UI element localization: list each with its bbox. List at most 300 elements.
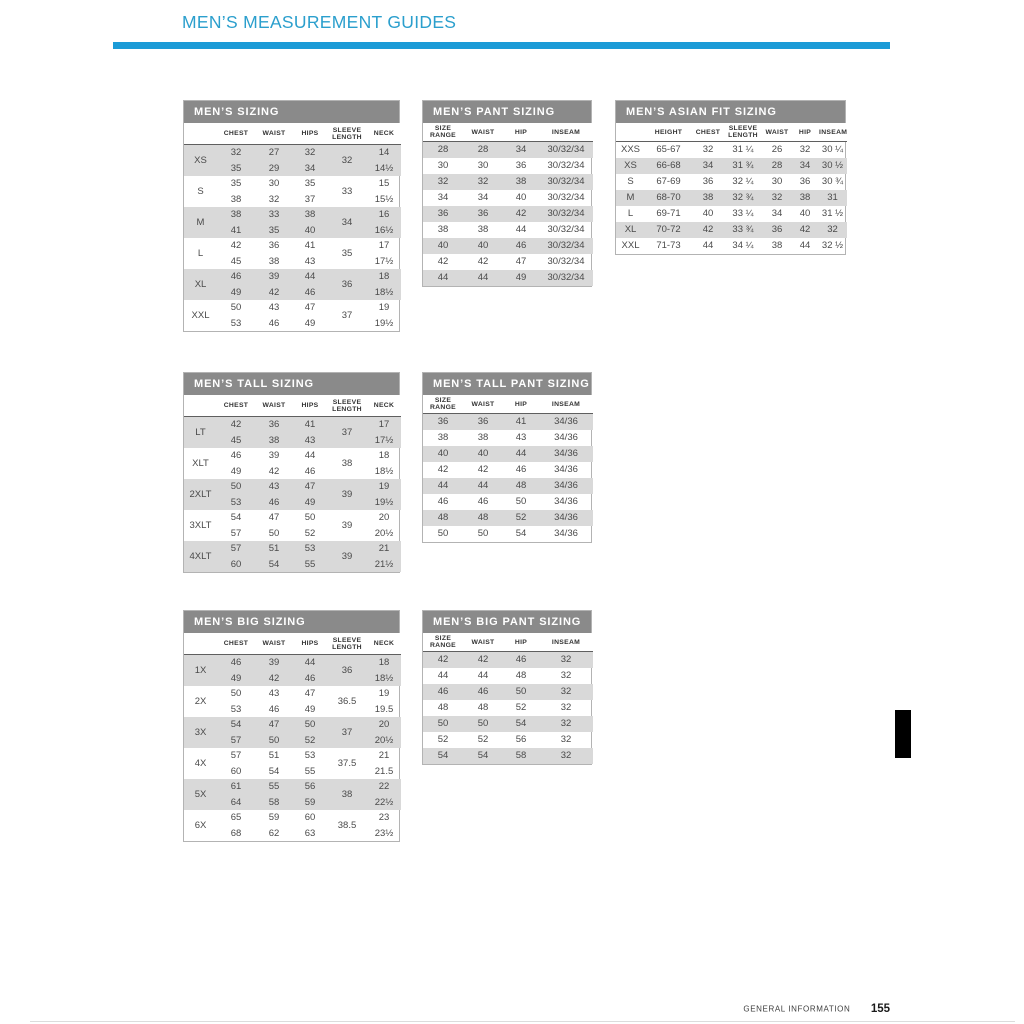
cell: 52 (477, 734, 489, 746)
cell: 48 (503, 478, 539, 494)
cell: 50 (230, 302, 242, 313)
cell: 29 (255, 161, 293, 177)
cell: 41 (304, 240, 316, 251)
page-title: MEN’S MEASUREMENT GUIDES (182, 12, 457, 32)
cell: 40 (515, 192, 527, 204)
cell: 21½ (367, 557, 401, 573)
table-title: MEN’S BIG SIZING (184, 611, 399, 633)
cell: 36 (255, 417, 293, 433)
cell: 15½ (374, 193, 394, 205)
size-label: LT (184, 417, 217, 449)
column-header: SIZE RANGE (423, 395, 463, 414)
cell: 37 (341, 309, 353, 321)
cell: 21 (378, 750, 390, 761)
cell: 68-70 (645, 190, 692, 206)
cell: 40 (463, 238, 503, 254)
page-footer (743, 1000, 890, 1018)
size-label: S (627, 176, 634, 188)
cell: 20½ (374, 527, 394, 539)
mens-tall-sizing-table (183, 372, 400, 573)
cell: 50 (230, 688, 242, 699)
cell: 44 (293, 269, 327, 285)
cell: 46 (503, 238, 539, 254)
cell: 50 (255, 733, 293, 749)
table-title: MEN’S TALL SIZING (184, 373, 399, 395)
cell: 47 (304, 302, 316, 313)
column-header: CHEST (217, 633, 255, 655)
column-header: HIPS (293, 633, 327, 655)
cell: 48 (515, 670, 527, 682)
cell: 46 (293, 285, 327, 301)
cell: 47 (293, 479, 327, 495)
cell: 30/32/34 (539, 174, 593, 190)
column-header: HIP (503, 123, 539, 142)
cell: 30 ¼ (821, 144, 844, 156)
cell: 44 (463, 478, 503, 494)
cell: 42 (503, 206, 539, 222)
cell: 21.5 (374, 765, 394, 777)
cell: 58 (503, 748, 539, 764)
cell: 21 (367, 541, 401, 557)
cell: 49 (293, 495, 327, 511)
cell: 30/32/34 (547, 192, 585, 204)
table-title: MEN’S TALL PANT SIZING (423, 373, 591, 395)
column-header: HIP (503, 633, 539, 652)
cell: 54 (463, 748, 503, 764)
cell: 32 (702, 144, 714, 156)
cell: 33 ¾ (724, 222, 762, 238)
cell: 20½ (367, 733, 401, 749)
size-label: 50 (437, 528, 449, 540)
size-label: XLT (192, 457, 209, 469)
size-label: 50 (423, 716, 463, 732)
cell: 46 (477, 496, 489, 508)
column-header: HIPS (293, 395, 327, 417)
cell: 39 (341, 519, 353, 531)
page-bottom-edge (30, 1021, 1015, 1022)
cell: 55 (304, 765, 316, 777)
cell: 50 (503, 684, 539, 700)
cell: 38 (268, 255, 280, 267)
cell: 18 (367, 655, 401, 671)
cell: 47 (515, 256, 527, 268)
cell: 41 (217, 223, 255, 239)
size-label: 28 (423, 142, 463, 159)
size-label: L (627, 208, 634, 220)
sizing-table (423, 395, 593, 542)
cell: 17½ (367, 433, 401, 449)
cell: 32 (818, 222, 847, 238)
cell: 34 (503, 142, 539, 159)
cell: 49 (304, 703, 316, 715)
column-header: WAIST (463, 395, 503, 414)
cell: 30/32/34 (547, 160, 585, 172)
cell: 32 (560, 734, 572, 746)
cell: 43 (268, 688, 280, 699)
size-label: XL (616, 222, 645, 238)
cell: 38 (341, 457, 353, 469)
cell: 30/32/34 (547, 224, 585, 236)
column-header: SLEEVE LENGTH (327, 633, 367, 655)
column-header: WAIST (255, 633, 293, 655)
cell: 27 (255, 145, 293, 161)
cell: 44 (702, 240, 714, 252)
cell: 49 (304, 317, 316, 329)
column-header: NECK (367, 633, 401, 655)
sizing-table (423, 633, 593, 764)
cell: 39 (255, 655, 293, 671)
cell: 36 (515, 160, 527, 172)
cell: 46 (217, 269, 255, 285)
column-header: WAIST (463, 123, 503, 142)
size-label: 48 (423, 510, 463, 526)
sizing-table (616, 123, 847, 254)
cell: 34 (771, 208, 783, 220)
cell: 32 (539, 684, 593, 700)
cell: 34/36 (554, 496, 578, 508)
cell: 30 (771, 176, 783, 188)
cell: 32 (539, 652, 593, 669)
size-label: 5X (184, 779, 217, 810)
cell: 39 (327, 479, 367, 510)
size-label: 40 (423, 238, 463, 254)
cell: 36 (327, 655, 367, 687)
size-label: 1X (184, 655, 217, 687)
table-title: MEN’S PANT SIZING (423, 101, 591, 123)
cell: 42 (255, 671, 293, 687)
cell: 26 (771, 144, 783, 156)
cell: 16½ (367, 223, 401, 239)
cell: 45 (230, 255, 242, 267)
size-label: 46 (437, 496, 449, 508)
cell: 38 (792, 190, 818, 206)
footer-page-number: 155 (870, 1002, 890, 1015)
cell: 52 (503, 510, 539, 526)
cell: 50 (217, 479, 255, 495)
cell: 47 (268, 512, 280, 523)
cell: 30 (268, 178, 280, 189)
cell: 41 (503, 414, 539, 431)
size-label: 2XLT (184, 479, 217, 510)
cell: 43 (268, 302, 280, 313)
cell: 18 (367, 269, 401, 285)
cell: 36.5 (337, 695, 357, 707)
column-header (616, 123, 645, 142)
cell: 68 (230, 827, 242, 839)
column-header: INSEAM (818, 123, 847, 142)
size-label: XXL (621, 240, 640, 252)
cell: 44 (293, 655, 327, 671)
cell: 19.5 (374, 703, 394, 715)
cell: 15 (378, 178, 390, 189)
column-header: SLEEVE LENGTH (724, 123, 762, 142)
column-header: INSEAM (539, 395, 593, 414)
size-label: 42 (423, 652, 463, 669)
cell: 31 ¼ (732, 144, 754, 156)
size-label: 44 (423, 270, 463, 286)
cell: 44 (477, 670, 489, 682)
cell: 20 (367, 717, 401, 733)
cell: 44 (463, 270, 503, 286)
cell: 48 (463, 510, 503, 526)
cell: 33 (341, 185, 353, 197)
column-header: NECK (367, 395, 401, 417)
size-label: 36 (423, 206, 463, 222)
size-label: 38 (437, 432, 449, 444)
column-header: WAIST (255, 123, 293, 145)
cell: 49 (503, 270, 539, 286)
mens-sizing-table (183, 100, 400, 332)
cell: 36 (268, 240, 280, 251)
cell: 34 (477, 192, 489, 204)
column-header: NECK (367, 123, 401, 145)
column-header: HIP (792, 123, 818, 142)
cell: 54 (217, 717, 255, 733)
size-label: 38 (437, 224, 449, 236)
cell: 70-72 (645, 222, 692, 238)
column-header (184, 123, 217, 145)
cell: 50 (463, 716, 503, 732)
cell: 34/36 (539, 414, 593, 431)
size-label: 42 (437, 256, 449, 268)
cell: 32 (327, 145, 367, 177)
cell: 32 ¼ (732, 176, 754, 188)
column-header: SIZE RANGE (423, 633, 463, 652)
cell: 37 (304, 193, 316, 205)
cell: 51 (268, 750, 280, 761)
cell: 50 (477, 528, 489, 540)
cell: 32 (560, 670, 572, 682)
size-label: M (616, 190, 645, 206)
cell: 23 (378, 812, 390, 823)
size-label: 6X (194, 819, 207, 831)
column-header: HIPS (293, 123, 327, 145)
cell: 42 (255, 285, 293, 301)
cell: 32 (268, 193, 280, 205)
cell: 22½ (367, 795, 401, 811)
cell: 53 (230, 317, 242, 329)
cell: 43 (515, 432, 527, 444)
cell: 44 (503, 446, 539, 462)
cell: 18½ (367, 671, 401, 687)
cell: 38 (293, 207, 327, 223)
column-header: CHEST (217, 395, 255, 417)
table-title: MEN’S ASIAN FIT SIZING (616, 101, 845, 123)
cell: 54 (255, 557, 293, 573)
cell: 30/32/34 (547, 256, 585, 268)
cell: 57 (230, 750, 242, 761)
cell: 57 (230, 527, 242, 539)
cell: 32 (293, 145, 327, 161)
cell: 34/36 (539, 510, 593, 526)
cell: 48 (477, 702, 489, 714)
cell: 40 (293, 223, 327, 239)
cell: 30/32/34 (539, 270, 593, 286)
cell: 54 (268, 765, 280, 777)
cell: 59 (268, 812, 280, 823)
cell: 53 (217, 495, 255, 511)
cell: 46 (230, 450, 242, 461)
cell: 33 (255, 207, 293, 223)
cell: 38 (230, 193, 242, 205)
size-label: XS (184, 145, 217, 177)
cell: 65 (230, 812, 242, 823)
cell: 53 (230, 703, 242, 715)
cell: 20 (378, 512, 390, 523)
cell: 44 (799, 240, 811, 252)
size-label: 46 (423, 684, 463, 700)
column-header: INSEAM (539, 633, 593, 652)
column-header: HEIGHT (645, 123, 692, 142)
cell: 34/36 (554, 528, 578, 540)
cell: 39 (327, 541, 367, 572)
cell: 63 (304, 827, 316, 839)
cell: 58 (255, 795, 293, 811)
cell: 44 (304, 450, 316, 461)
cell: 46 (268, 317, 280, 329)
cell: 19 (378, 688, 390, 699)
cell: 39 (268, 450, 280, 461)
cell: 38.5 (337, 819, 357, 831)
cell: 40 (702, 208, 714, 220)
size-label: XXL (191, 309, 210, 321)
cell: 37.5 (337, 757, 357, 769)
size-label: 3XLT (189, 519, 212, 531)
cell: 36 (762, 222, 792, 238)
size-label: 30 (437, 160, 449, 172)
size-label: 44 (437, 670, 449, 682)
cell: 30/32/34 (539, 142, 593, 159)
cell: 34 (327, 207, 367, 238)
cell: 32 ½ (821, 240, 844, 252)
cell: 50 (304, 512, 316, 523)
cell: 50 (515, 496, 527, 508)
cell: 35 (341, 247, 353, 259)
cell: 42 (792, 222, 818, 238)
cell: 32 ¾ (724, 190, 762, 206)
mens-big-pant-sizing-table (422, 610, 592, 765)
size-label: XS (616, 158, 645, 174)
cell: 57 (217, 733, 255, 749)
cell: 49 (217, 285, 255, 301)
cell: 69-71 (656, 208, 681, 220)
cell: 38 (477, 224, 489, 236)
cell: 44 (515, 224, 527, 236)
cell: 64 (217, 795, 255, 811)
cell: 57 (217, 541, 255, 557)
cell: 38 (692, 190, 724, 206)
cell: 67-69 (656, 176, 681, 188)
cell: 23½ (374, 827, 394, 839)
size-label: XL (184, 269, 217, 300)
cell: 55 (293, 557, 327, 573)
size-label: 44 (423, 478, 463, 494)
cell: 52 (304, 527, 316, 539)
cell: 38 (503, 174, 539, 190)
column-header: SLEEVE LENGTH (327, 123, 367, 145)
cell: 66-68 (645, 158, 692, 174)
table-title: MEN’S BIG PANT SIZING (423, 611, 591, 633)
cell: 32 (539, 716, 593, 732)
cell: 49 (230, 465, 242, 477)
cell: 17 (367, 417, 401, 433)
cell: 61 (217, 779, 255, 795)
cell: 52 (515, 702, 527, 714)
cell: 14½ (367, 161, 401, 177)
cell: 41 (293, 417, 327, 433)
cell: 60 (304, 812, 316, 823)
cell: 19½ (374, 317, 394, 329)
size-label: 34 (437, 192, 449, 204)
cell: 22 (367, 779, 401, 795)
cell: 34/36 (554, 464, 578, 476)
cell: 56 (515, 734, 527, 746)
cell: 35 (217, 161, 255, 177)
cell: 34/36 (539, 478, 593, 494)
size-label: 4X (194, 757, 207, 769)
cell: 34/36 (539, 446, 593, 462)
cell: 50 (268, 527, 280, 539)
cell: 45 (217, 433, 255, 449)
cell: 54 (230, 512, 242, 523)
cell: 35 (304, 178, 316, 189)
cell: 43 (293, 433, 327, 449)
cell: 55 (255, 779, 293, 795)
cell: 46 (255, 495, 293, 511)
size-label: 3X (184, 717, 217, 748)
cell: 71-73 (656, 240, 681, 252)
cell: 38 (327, 779, 367, 810)
cell: 53 (293, 541, 327, 557)
cell: 19 (378, 302, 390, 313)
cell: 50 (293, 717, 327, 733)
cell: 46 (268, 703, 280, 715)
cell: 65-67 (656, 144, 681, 156)
cell: 59 (293, 795, 327, 811)
cell: 40 (799, 208, 811, 220)
title-divider-rule (113, 42, 890, 49)
cell: 37 (327, 417, 367, 449)
cell: 38 (477, 432, 489, 444)
cell: 35 (255, 223, 293, 239)
cell: 46 (217, 655, 255, 671)
cell: 60 (230, 765, 242, 777)
cell: 31 ½ (821, 208, 844, 220)
cell: 30 ¾ (821, 176, 844, 188)
column-header: CHEST (692, 123, 724, 142)
column-header: INSEAM (539, 123, 593, 142)
size-label: 32 (423, 174, 463, 190)
cell: 30/32/34 (539, 238, 593, 254)
size-label: 52 (437, 734, 449, 746)
mens-big-sizing-table (183, 610, 400, 842)
mens-asian-fit-sizing-table (615, 100, 846, 255)
size-label: XXS (620, 144, 640, 156)
cell: 35 (230, 178, 242, 189)
cell: 43 (304, 255, 316, 267)
cell: 42 (477, 464, 489, 476)
cell: 34 (692, 158, 724, 174)
size-label: 48 (437, 702, 449, 714)
cell: 46 (463, 684, 503, 700)
size-label: 2X (194, 695, 207, 707)
cell: 19½ (367, 495, 401, 511)
mens-tall-pant-sizing-table (422, 372, 592, 543)
cell: 32 (560, 702, 572, 714)
cell: 47 (255, 717, 293, 733)
cell: 46 (293, 671, 327, 687)
column-header: CHEST (217, 123, 255, 145)
